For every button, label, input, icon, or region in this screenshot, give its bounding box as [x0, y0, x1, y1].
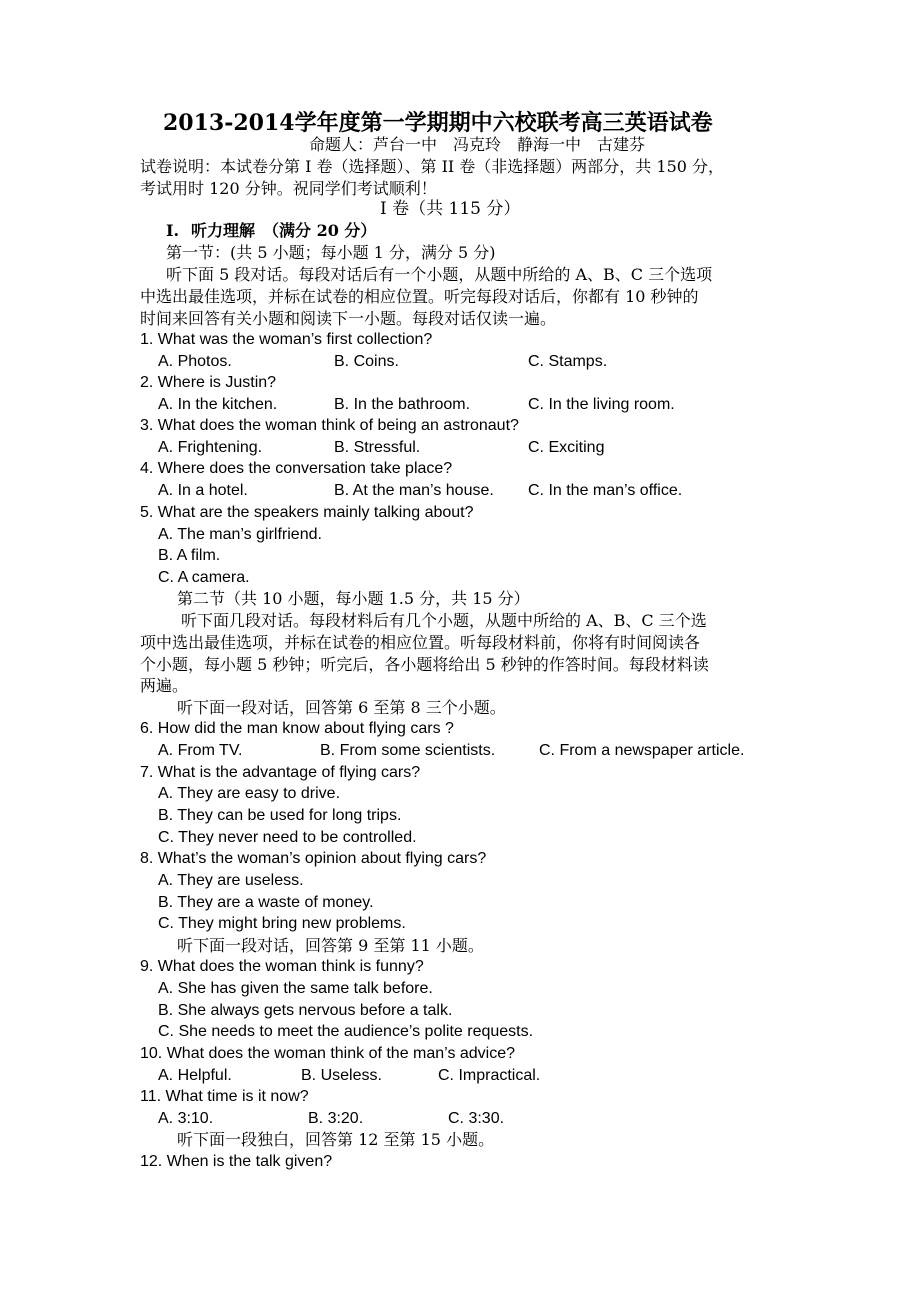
question-5-option-a: A. The man’s girlfriend.	[158, 526, 322, 543]
question-9-option-c: C. She needs to meet the audience’s polite requests.	[158, 1023, 534, 1040]
question-5-option-c: C. A camera.	[158, 569, 250, 586]
question-11-option-b: B. 3:20.	[308, 1110, 364, 1127]
part2-instructions-1: 听下面几段对话。每段材料后有几个小题，从题中所给的 A、B、C 三个选	[181, 611, 707, 630]
group-6-8-instruction: 听下面一段对话，回答第 6 至第 8 三个小题。	[177, 698, 506, 717]
question-1-option-b: B. Coins.	[334, 353, 399, 370]
question-2: 2. Where is Justin?	[140, 374, 277, 391]
question-7-option-c: C. They never need to be controlled.	[158, 829, 417, 846]
question-5-option-b: B. A film.	[158, 547, 221, 564]
part1-instructions-3: 时间来回答有关小题和阅读下一小题。每段对话仅读一遍。	[140, 309, 557, 328]
part2-instructions-3: 个小题，每小题 5 秒钟；听完后，各小题将给出 5 秒钟的作答时间。每段材料读	[140, 655, 709, 674]
question-4-option-b: B. At the man’s house.	[334, 482, 494, 499]
question-6-option-c: C. From a newspaper article.	[539, 742, 745, 759]
question-11: 11. What time is it now?	[140, 1088, 309, 1105]
instructions-line-2: 考试用时 120 分钟。祝同学们考试顺利！	[140, 179, 437, 198]
section-heading: 听力理解 （满分 20 分）	[191, 221, 377, 240]
question-7-option-b: B. They can be used for long trips.	[158, 807, 402, 824]
question-3-option-c: C. Exciting	[528, 439, 605, 456]
question-3-option-b: B. Stressful.	[334, 439, 421, 456]
question-2-option-a: A. In the kitchen.	[158, 396, 278, 413]
question-1: 1. What was the woman’s first collection?	[140, 331, 433, 348]
question-7-option-a: A. They are easy to drive.	[158, 785, 341, 802]
question-7: 7. What is the advantage of flying cars?	[140, 764, 421, 781]
question-11-option-c: C. 3:30.	[448, 1110, 505, 1127]
part1-title: 第一节：(共 5 小题；每小题 1 分，满分 5 分)	[166, 243, 496, 262]
question-9-option-a: A. She has given the same talk before.	[158, 980, 433, 997]
question-2-option-b: B. In the bathroom.	[334, 396, 471, 413]
volume-title: I 卷（共 115 分）	[380, 199, 521, 219]
question-6: 6. How did the man know about flying cars ?	[140, 720, 454, 737]
part1-instructions-1: 听下面 5 段对话。每段对话后有一个小题，从题中所给的 A、B、C 三个选项	[166, 265, 713, 284]
question-1-option-a: A. Photos.	[158, 353, 232, 370]
group-9-11-instruction: 听下面一段对话，回答第 9 至第 11 小题。	[177, 936, 484, 955]
question-9-option-b: B. She always gets nervous before a talk.	[158, 1002, 453, 1019]
question-3: 3. What does the woman think of being an astronaut?	[140, 417, 519, 434]
group-12-15-instruction: 听下面一段独白，回答第 12 至第 15 小题。	[177, 1130, 495, 1149]
question-12: 12. When is the talk given?	[140, 1153, 333, 1170]
question-6-option-a: A. From TV.	[158, 742, 243, 759]
question-10-option-a: A. Helpful.	[158, 1067, 232, 1084]
part2-instructions-4: 两遍。	[140, 676, 189, 695]
section-number: I.	[166, 221, 180, 240]
part2-instructions-2: 项中选出最佳选项，并标在试卷的相应位置。听每段材料前，你将有时间阅读各	[140, 633, 701, 652]
question-9: 9. What does the woman think is funny?	[140, 958, 424, 975]
question-11-option-a: A. 3:10.	[158, 1110, 214, 1127]
question-5: 5. What are the speakers mainly talking about?	[140, 504, 474, 521]
question-8: 8. What’s the woman’s opinion about flying cars?	[140, 850, 487, 867]
question-8-option-a: A. They are useless.	[158, 872, 304, 889]
question-10-option-b: B. Useless.	[301, 1067, 382, 1084]
page-title: 2013-2014学年度第一学期期中六校联考高三英语试卷	[163, 110, 713, 136]
instructions-line-1: 试卷说明：本试卷分第 I 卷（选择题）、第 II 卷（非选择题）两部分，共 150 分，	[140, 157, 725, 176]
part1-instructions-2: 中选出最佳选项，并标在试卷的相应位置。听完每段对话后，你都有 10 秒钟的	[140, 287, 699, 306]
question-2-option-c: C. In the living room.	[528, 396, 675, 413]
question-4-option-a: A. In a hotel.	[158, 482, 248, 499]
question-8-option-c: C. They might bring new problems.	[158, 915, 406, 932]
question-4: 4. Where does the conversation take place?	[140, 460, 453, 477]
question-8-option-b: B. They are a waste of money.	[158, 894, 374, 911]
question-10: 10. What does the woman think of the man’s advice?	[140, 1045, 516, 1062]
question-6-option-b: B. From some scientists.	[320, 742, 496, 759]
question-3-option-a: A. Frightening.	[158, 439, 263, 456]
part2-title: 第二节（共 10 小题，每小题 1.5 分，共 15 分）	[177, 589, 530, 608]
question-4-option-c: C. In the man’s office.	[528, 482, 683, 499]
question-1-option-c: C. Stamps.	[528, 353, 608, 370]
authors-line: 命题人：芦台一中 冯克玲 静海一中 古建芬	[309, 135, 646, 154]
question-10-option-c: C. Impractical.	[438, 1067, 541, 1084]
